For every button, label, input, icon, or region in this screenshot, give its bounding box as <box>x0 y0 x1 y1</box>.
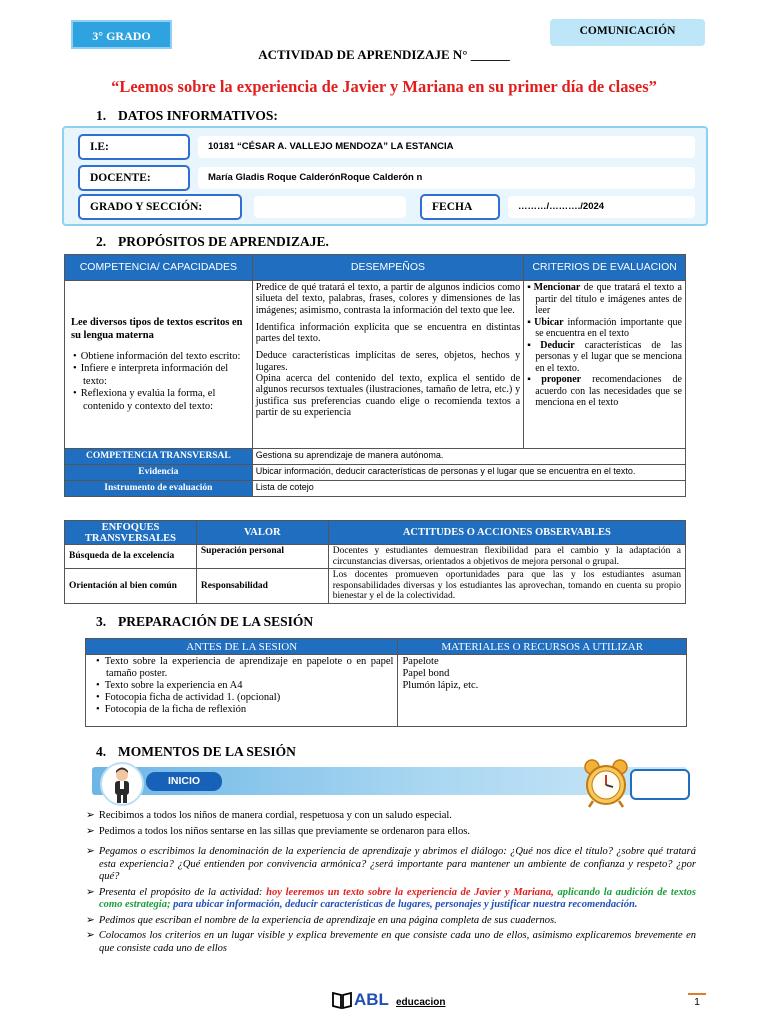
brand-suffix: educacion <box>396 997 446 1008</box>
header-criterios: CRITERIOS DE EVALUACION <box>524 255 686 281</box>
capacidades-list <box>71 351 246 414</box>
inicio-step: ➢ Pegamos o escribimos la denominación de la experiencia de aprendizaje y abrimos el diálogo: ¿Qué nos dice el título? ¿sobre qué tratará esta experiencia? ¿Qué entienden por convivencia armónica? ¿será importante para mantener un ambiente de confianza y respeto? ¿por qué? <box>86 846 696 884</box>
transversal-label: COMPETENCIA TRANSVERSAL <box>65 449 253 465</box>
ie-value[interactable]: 10181 “CÉSAR A. VALLEJO MENDOZA” LA ESTANCIA <box>198 136 695 158</box>
desempeno-item: Identifica información explícita que se encuentra en distintas partes del texto. <box>255 321 521 345</box>
capacidad-item: • Obtiene información del texto escrito: <box>71 351 246 364</box>
preparacion-table <box>85 638 687 727</box>
docente-label: DOCENTE: <box>78 165 190 191</box>
header-antes: ANTES DE LA SESION <box>86 639 398 655</box>
instrumento-label: Instrumento de evaluación <box>65 481 253 497</box>
section-4-heading: 4. MOMENTOS DE LA SESIÓN <box>96 744 296 759</box>
antes-item: • Fotocopia de la ficha de reflexión <box>90 704 393 716</box>
criterio-item: ▪ Ubicar información importante que se encuentra en el texto <box>527 317 682 340</box>
material-item: Papel bond <box>402 668 450 679</box>
page-number: 1 <box>688 993 706 1009</box>
datos-informativos-box <box>62 126 708 226</box>
header-competencia: COMPETENCIA/ CAPACIDADES <box>65 255 253 281</box>
activity-number-title: ACTIVIDAD DE APRENDIZAJE N° ______ <box>258 47 510 62</box>
antes-item: • Fotocopia ficha de actividad 1. (opcional) <box>90 692 393 704</box>
inicio-step: ➢ Pedimos que escriban el nombre de la experiencia de aprendizaje en una página completa de sus cuadernos. <box>86 915 696 928</box>
criterio-item: ▪ proponer recomendaciones de acuerdo con las necesidades que se menciona en el texto <box>527 374 682 409</box>
desempenos-cell <box>252 281 523 449</box>
instrumento-value: Lista de cotejo <box>252 481 685 497</box>
header-materiales: MATERIALES O RECURSOS A UTILIZAR <box>398 639 687 655</box>
brand-logo: ABL <box>354 990 389 1009</box>
enfoque-valor: Responsabilidad <box>196 569 328 604</box>
section-3-heading: 3. PREPARACIÓN DE LA SESIÓN <box>96 614 314 629</box>
criterios-cell <box>524 281 686 449</box>
section-2-heading: 2. PROPÓSITOS DE APRENDIZAJE. <box>96 234 329 249</box>
enfoque-actitud: Docentes y estudiantes demuestran flexibilidad para el cambio y la adaptación a circunstancias diversas, orientados a objetivos de mejora personal o grupal. <box>328 545 685 569</box>
inicio-time-box <box>630 769 690 800</box>
inicio-label: INICIO <box>146 772 222 791</box>
header-actitudes: ACTITUDES O ACCIONES OBSERVABLES <box>328 521 685 545</box>
fecha-value[interactable]: ………/………./2024 <box>508 196 695 218</box>
enfoque-name: Orientación al bien común <box>65 569 197 604</box>
grado-seccion-value[interactable] <box>254 196 406 218</box>
desempeno-item: Deduce características implícitas de seres, objetos, hechos y lugares. <box>255 350 521 373</box>
competencia-title: Lee diversos tipos de textos escritos en su lengua materna <box>71 316 243 341</box>
inicio-step: ➢ Presenta el propósito de la actividad: hoy leeremos un texto sobre la experiencia de Javier y Mariana, aplicando la audición de textos como estrategia; para ubicar información, deducir características de lugares, personajes y justificar nuestra recomendación. <box>86 887 696 912</box>
capacidad-item: • Infiere e interpreta información del texto: <box>71 363 246 388</box>
desempeno-item: Predice de qué tratará el texto, a partir de algunos indicios como silueta del texto, palabras, frases, colores y dimensiones de las imágenes; asimismo, contrasta la información del texto que lee. <box>255 282 521 316</box>
teacher-avatar-icon <box>100 762 144 806</box>
enfoque-actitud: Los docentes promueven oportunidades para que las y los estudiantes asuman responsabilidades diversas y los estudiantes las aprovechan, tomando en cuenta su propio bienestar y el de la colectividad. <box>328 569 685 604</box>
inicio-step: ➢ Recibimos a todos los niños de manera cordial, respetuosa y con un saludo especial. <box>86 810 696 823</box>
docente-value[interactable]: María Gladis Roque CalderónRoque Calderón n <box>198 167 695 189</box>
enfoque-valor: Superación personal <box>196 545 328 569</box>
ie-label: I.E: <box>78 134 190 160</box>
material-item: Papelote <box>402 656 439 667</box>
competencia-cell <box>65 281 253 449</box>
alarm-clock-icon <box>580 757 632 809</box>
fecha-label: FECHA <box>420 194 500 220</box>
subject-badge: COMUNICACIÓN <box>550 19 705 46</box>
criterio-item: ▪ Mencionar de que tratará el texto a partir del título e imágenes antes de leer <box>527 282 682 317</box>
enfoque-name: Búsqueda de la excelencia <box>65 545 197 569</box>
antes-item: • Texto sobre la experiencia en A4 <box>90 680 393 692</box>
header-enfoques: ENFOQUES TRANSVERSALES <box>65 521 197 545</box>
evidencia-label: Evidencia <box>65 465 253 481</box>
transversal-value: Gestiona su aprendizaje de manera autónoma. <box>252 449 685 465</box>
enfoque-row <box>65 569 686 604</box>
header-desempenos: DESEMPEÑOS <box>252 255 523 281</box>
enfoques-table <box>64 520 686 604</box>
book-logo-icon <box>331 990 353 1010</box>
inicio-step: ➢ Pedimos a todos los niños sentarse en las sillas que previamente se ordenaron para ellos. <box>86 826 696 839</box>
evidencia-value: Ubicar información, deducir características de personas y el lugar que se encuentra en el texto. <box>252 465 685 481</box>
materiales-cell <box>398 655 687 727</box>
criterio-item: ▪ Deducir características de las personas y el lugar que se menciona en el texto. <box>527 340 682 375</box>
enfoque-row <box>65 545 686 569</box>
antes-list <box>90 656 393 716</box>
section-1-heading: 1. DATOS INFORMATIVOS: <box>96 108 278 123</box>
inicio-step: ➢ Colocamos los criterios en un lugar visible y explica brevemente en que consiste cada uno de ellos, asimismo explicaremos brevemente en que consiste cada uno de ellos <box>86 930 696 955</box>
antes-item: • Texto sobre la experiencia de aprendizaje en papelote o en papel tamaño poster. <box>90 656 393 680</box>
grado-seccion-label: GRADO Y SECCIÓN: <box>78 194 242 220</box>
grade-badge: 3° GRADO <box>71 20 172 49</box>
header-valor: VALOR <box>196 521 328 545</box>
propositos-table <box>64 254 686 497</box>
antes-cell <box>86 655 398 727</box>
activity-title: “Leemos sobre la experiencia de Javier y Mariana en su primer día de clases” <box>111 77 657 96</box>
inicio-steps-list <box>86 810 696 958</box>
material-item: Plumón lápiz, etc. <box>402 680 479 691</box>
capacidad-item: • Reflexiona y evalúa la forma, el contenido y contexto del texto: <box>71 388 246 413</box>
desempeno-item: Opina acerca del contenido del texto, explica el sentido de algunos recursos textuales (ilustraciones, tamaño de letra, etc.) y justifica sus preferencias cuando elige o recomienda textos a partir de su experiencia <box>255 373 521 418</box>
